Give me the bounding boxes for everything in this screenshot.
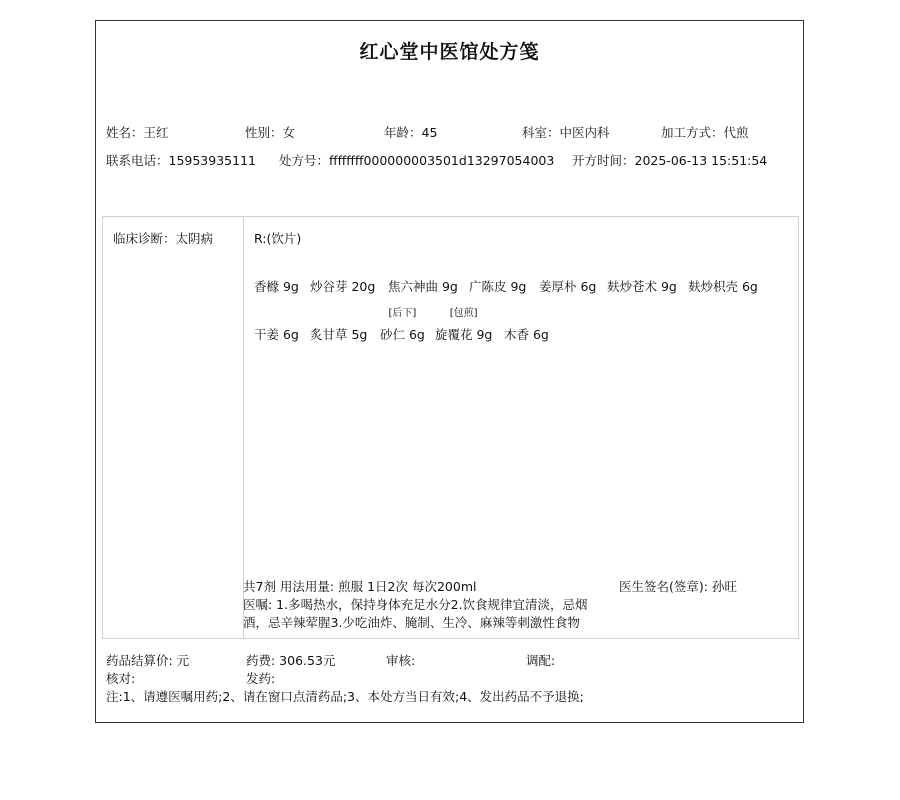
herb-text: 木香 6g <box>504 327 549 342</box>
rx-label: R:(饮片) <box>254 231 302 246</box>
herb-item <box>688 277 758 295</box>
prescription-sheet <box>95 20 804 723</box>
herb-item <box>388 277 458 295</box>
herb-item <box>380 308 425 343</box>
herb-text: 麸炒枳壳 6g <box>688 279 758 294</box>
patient-gender: 性别：女 <box>245 125 296 140</box>
herb-text: 炙甘草 5g <box>310 327 368 342</box>
patient-name: 姓名：王红 <box>106 125 169 140</box>
column-divider <box>243 217 244 638</box>
herb-text: 广陈皮 9g <box>469 279 527 294</box>
drug-fee: 药费: 306.53元 <box>246 653 336 668</box>
herb-note: [后下] <box>388 308 417 319</box>
page-title: 红心堂中医馆处方笺 <box>359 41 540 63</box>
contact-phone: 联系电话：15953935111 <box>106 153 256 168</box>
herb-item <box>435 308 493 343</box>
prescription-time: 开方时间：2025-06-13 15:51:54 <box>572 153 768 168</box>
review-field: 审核: <box>386 653 416 668</box>
herb-text: 姜厚朴 6g <box>539 279 597 294</box>
usage-dosage: 共7剂 用法用量: 煎服 1日2次 每次200ml <box>243 579 477 594</box>
processing-method: 加工方式：代煎 <box>661 125 749 140</box>
patient-info-row-2 <box>106 151 796 167</box>
check-field: 核对: <box>106 671 136 686</box>
herb-item <box>539 277 596 295</box>
dispense-field: 调配: <box>526 653 556 668</box>
herb-item <box>504 325 549 343</box>
herb-text: 麸炒苍术 9g <box>607 279 677 294</box>
herb-item <box>254 277 299 295</box>
herb-note: [包煎] <box>449 308 478 319</box>
issue-field: 发药: <box>246 671 276 686</box>
herb-item <box>469 277 526 295</box>
doctor-signature: 医生签名(签章): 孙旺 <box>619 579 737 594</box>
herb-text: 焦六神曲 9g <box>388 279 458 294</box>
patient-info-row-1 <box>106 123 796 139</box>
herb-item <box>607 277 677 295</box>
herb-text: 香橼 9g <box>254 279 299 294</box>
herb-item <box>310 325 367 343</box>
prescription-box <box>102 216 799 639</box>
footer-note: 注:1、请遵医嘱用药;2、请在窗口点清药品;3、本处方当日有效;4、发出药品不予退换; <box>106 689 584 704</box>
herb-text: 砂仁 6g <box>380 327 425 342</box>
herb-item <box>310 277 375 295</box>
herb-text: 干姜 6g <box>254 327 299 342</box>
patient-age: 年龄：45 <box>384 125 438 140</box>
clinical-diagnosis: 临床诊断：太阴病 <box>113 231 214 246</box>
herb-text: 旋覆花 9g <box>435 327 493 342</box>
medical-advice: 医嘱: 1.多喝热水，保持身体充足水分2.饮食规律宜清淡，忌烟酒，忌辛辣荤腥3.少吃油炸、腌制、生冷、麻辣等刺激性食物 <box>243 597 588 630</box>
prescription-number: 处方号：ffffffff000000003501d13297054003 <box>279 153 555 168</box>
drug-settlement-price: 药品结算价: 元 <box>106 653 190 668</box>
department: 科室：中医内科 <box>522 125 610 140</box>
herb-text: 炒谷芽 20g <box>310 279 376 294</box>
herb-item <box>254 325 299 343</box>
